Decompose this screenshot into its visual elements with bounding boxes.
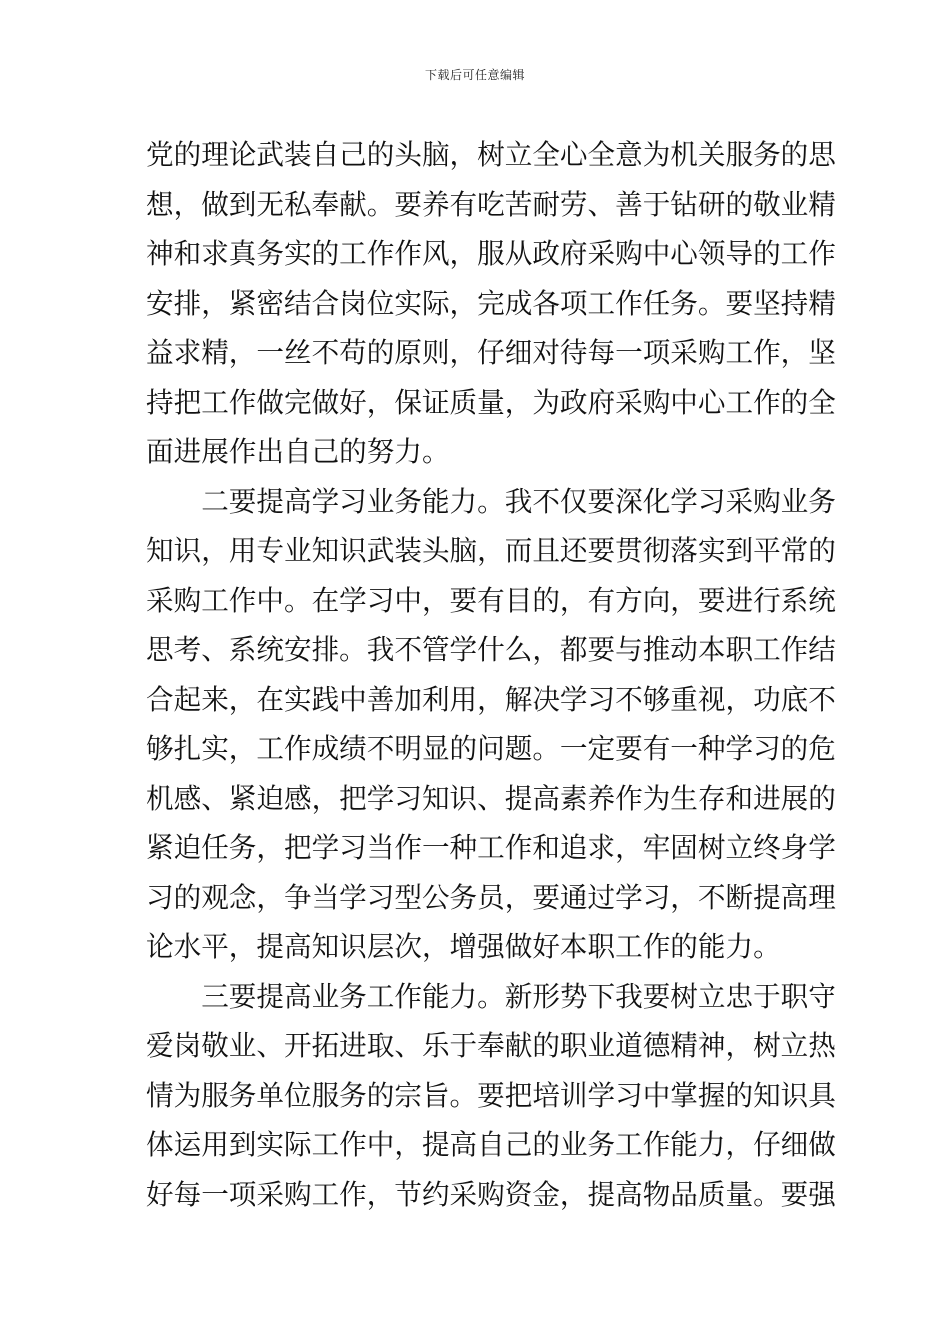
paragraph-line: 思考、系统安排。我不管学什么，都要与推动本职工作结 <box>146 633 836 666</box>
paragraph-line: 论水平，提高知识层次，增强做好本职工作的能力。 <box>146 930 781 963</box>
paragraph-line: 神和求真务实的工作作风，服从政府采购中心领导的工作 <box>146 237 836 270</box>
paragraph-line: 想，做到无私奉献。要养有吃苦耐劳、善于钻研的敬业精 <box>146 187 836 221</box>
document-body <box>146 130 836 1219</box>
paragraph-line: 安排，紧密结合岗位实际，完成各项工作任务。要坚持精 <box>146 286 836 320</box>
paragraph-line: 合起来，在实践中善加利用，解决学习不够重视，功底不 <box>146 682 836 716</box>
paragraph-line: 够扎实，工作成绩不明显的问题。一定要有一种学习的危 <box>146 732 836 765</box>
paragraph-2 <box>146 477 836 972</box>
paragraph-1 <box>146 130 836 477</box>
paragraph-line: 机感、紧迫感，把学习知识、提高素养作为生存和进展的 <box>146 781 836 815</box>
paragraph-line: 采购工作中。在学习中，要有目的，有方向，要进行系统 <box>146 583 836 617</box>
paragraph-line: 情为服务单位服务的宗旨。要把培训学习中掌握的知识具 <box>146 1078 836 1112</box>
paragraph-line: 爱岗敬业、开拓进取、乐于奉献的职业道德精神，树立热 <box>146 1029 836 1062</box>
paragraph-line: 三要提高业务工作能力。新形势下我要树立忠于职守 <box>146 979 836 1013</box>
header-note: 下载后可任意编辑 <box>424 68 525 82</box>
paragraph-line: 益求精，一丝不苟的原则，仔细对待每一项采购工作，坚 <box>146 336 836 369</box>
paragraph-line: 体运用到实际工作中，提高自己的业务工作能力，仔细做 <box>146 1128 836 1161</box>
paragraph-line: 党的理论武装自己的头脑，树立全心全意为机关服务的思 <box>146 138 836 171</box>
paragraph-line: 面进展作出自己的努力。 <box>146 435 450 468</box>
paragraph-line: 知识，用专业知识武装头脑，而且还要贯彻落实到平常的 <box>146 534 836 567</box>
paragraph-line: 持把工作做完做好，保证质量，为政府采购中心工作的全 <box>146 385 836 419</box>
paragraph-3 <box>146 972 836 1220</box>
paragraph-line: 紧迫任务，把学习当作一种工作和追求，牢固树立终身学 <box>146 831 836 864</box>
paragraph-line: 习的观念，争当学习型公务员，要通过学习，不断提高理 <box>146 880 836 914</box>
paragraph-line: 好每一项采购工作，节约采购资金，提高物品质量。要强 <box>146 1177 836 1211</box>
paragraph-line: 二要提高学习业务能力。我不仅要深化学习采购业务 <box>146 484 836 518</box>
